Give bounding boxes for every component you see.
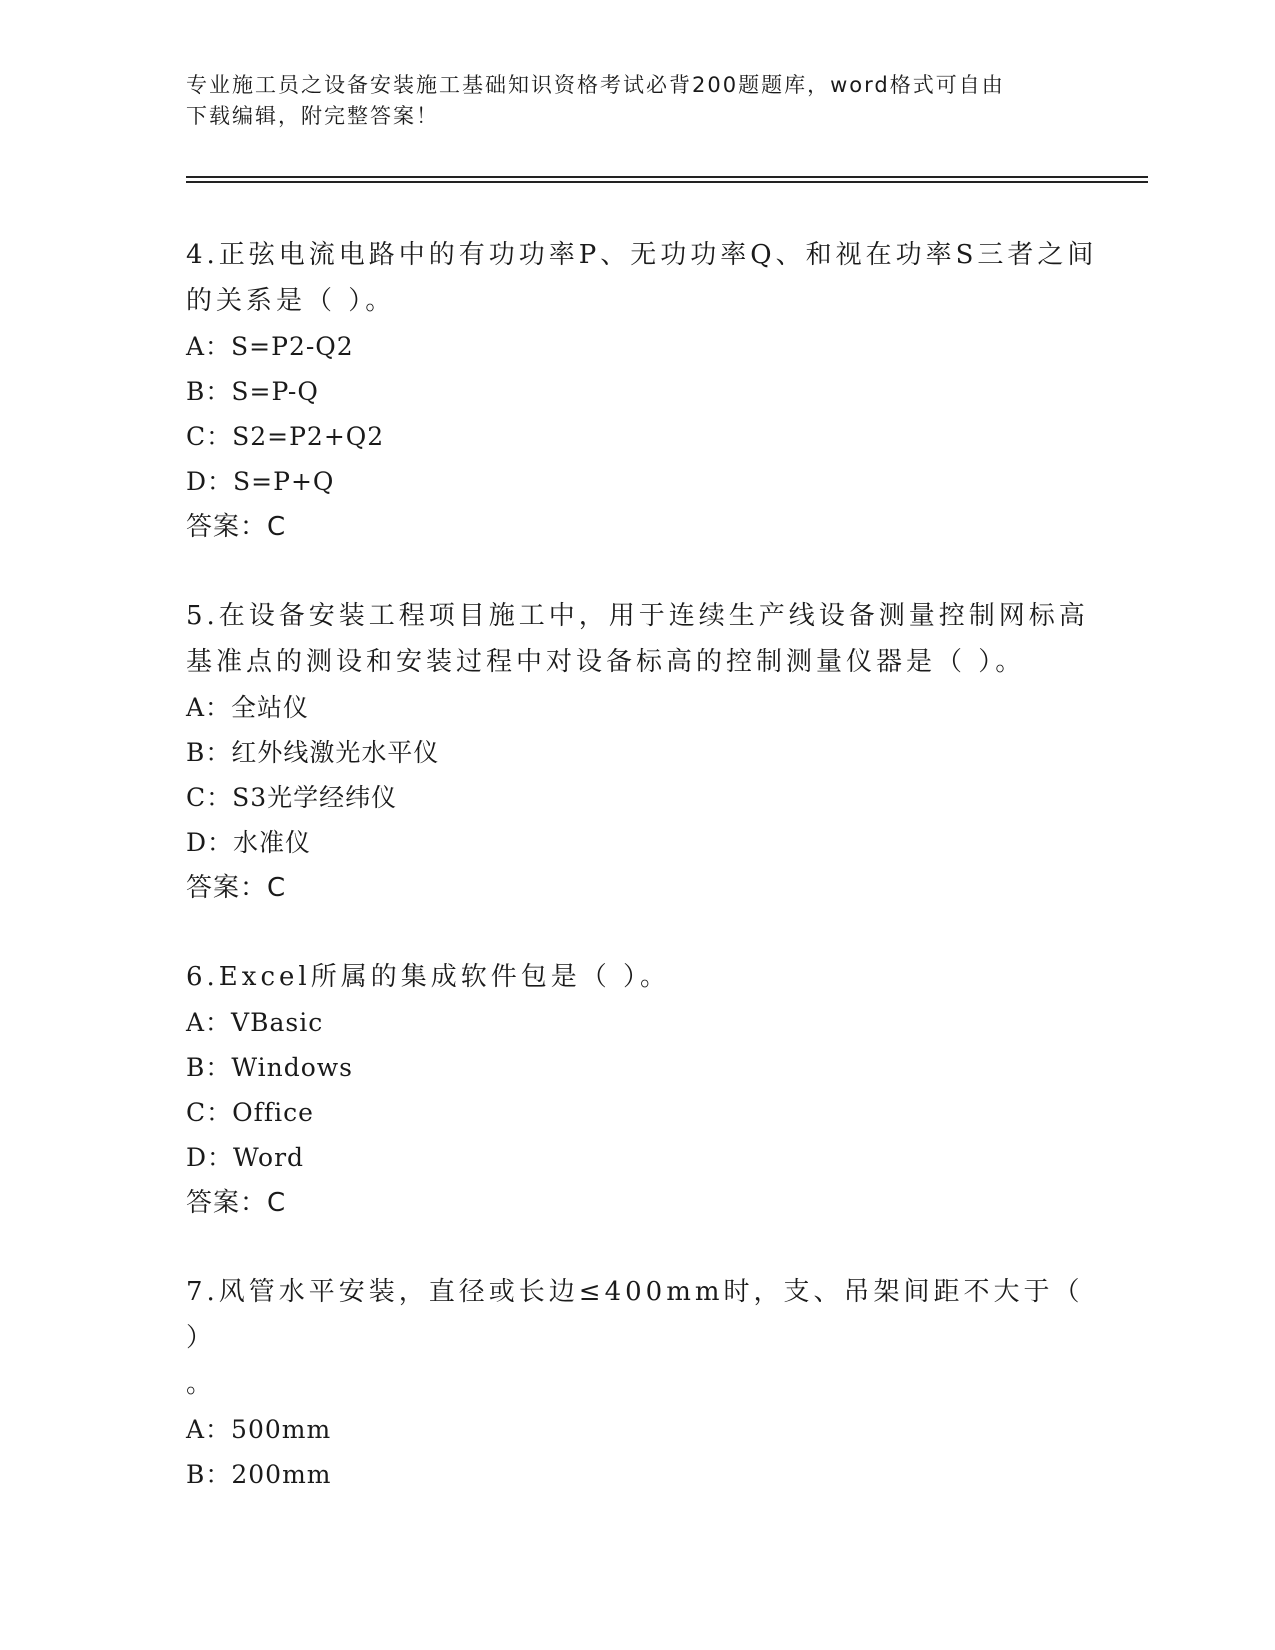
option-b: B：S=P-Q xyxy=(186,377,319,406)
header-divider-bottom xyxy=(186,181,1148,183)
option-a: A：500mm xyxy=(186,1415,332,1444)
question-4 xyxy=(186,232,1106,550)
option-c: C：S3光学经纬仪 xyxy=(186,783,398,812)
option-d: D：S=P+Q xyxy=(186,467,335,496)
question-6 xyxy=(186,954,1106,1226)
question-text: 6.Excel所属的集成软件包是（ ）。 xyxy=(186,962,670,992)
question-text: 5.在设备安装工程项目施工中，用于连续生产线设备测量控制网标高 基准点的测设和安装过程中对设备标高的控制测量仪器是（ ）。 xyxy=(186,601,1089,677)
answer-line: 答案：C xyxy=(186,873,287,903)
option-d: D：Word xyxy=(186,1143,305,1172)
answer-line: 答案：C xyxy=(186,1188,287,1218)
question-7 xyxy=(186,1269,1106,1497)
option-a: A：S=P2-Q2 xyxy=(186,332,354,361)
option-a: A：全站仪 xyxy=(186,693,310,722)
option-c: C：Office xyxy=(186,1098,314,1127)
option-b: B：红外线激光水平仪 xyxy=(186,738,440,767)
page-header xyxy=(186,70,1086,132)
option-c: C：S2=P2+Q2 xyxy=(186,422,385,451)
question-5 xyxy=(186,593,1106,911)
header-divider-top xyxy=(186,176,1148,178)
option-d: D：水准仪 xyxy=(186,828,312,857)
answer-line: 答案：C xyxy=(186,512,287,542)
option-b: B：200mm xyxy=(186,1460,332,1489)
option-a: A：VBasic xyxy=(186,1008,324,1037)
question-list xyxy=(186,232,1106,1540)
document-title: 专业施工员之设备安装施工基础知识资格考试必背200题题库，word格式可自由 下载编辑，附完整答案！ xyxy=(186,73,1005,128)
option-b: B：Windows xyxy=(186,1053,354,1082)
question-text: 7.风管水平安装，直径或长边≤400mm时，支、吊架间距不大于（ ） 。 xyxy=(186,1277,1084,1399)
question-text: 4.正弦电流电路中的有功功率P、无功功率Q、和视在功率S三者之间 的关系是（ ）。 xyxy=(186,240,1098,316)
